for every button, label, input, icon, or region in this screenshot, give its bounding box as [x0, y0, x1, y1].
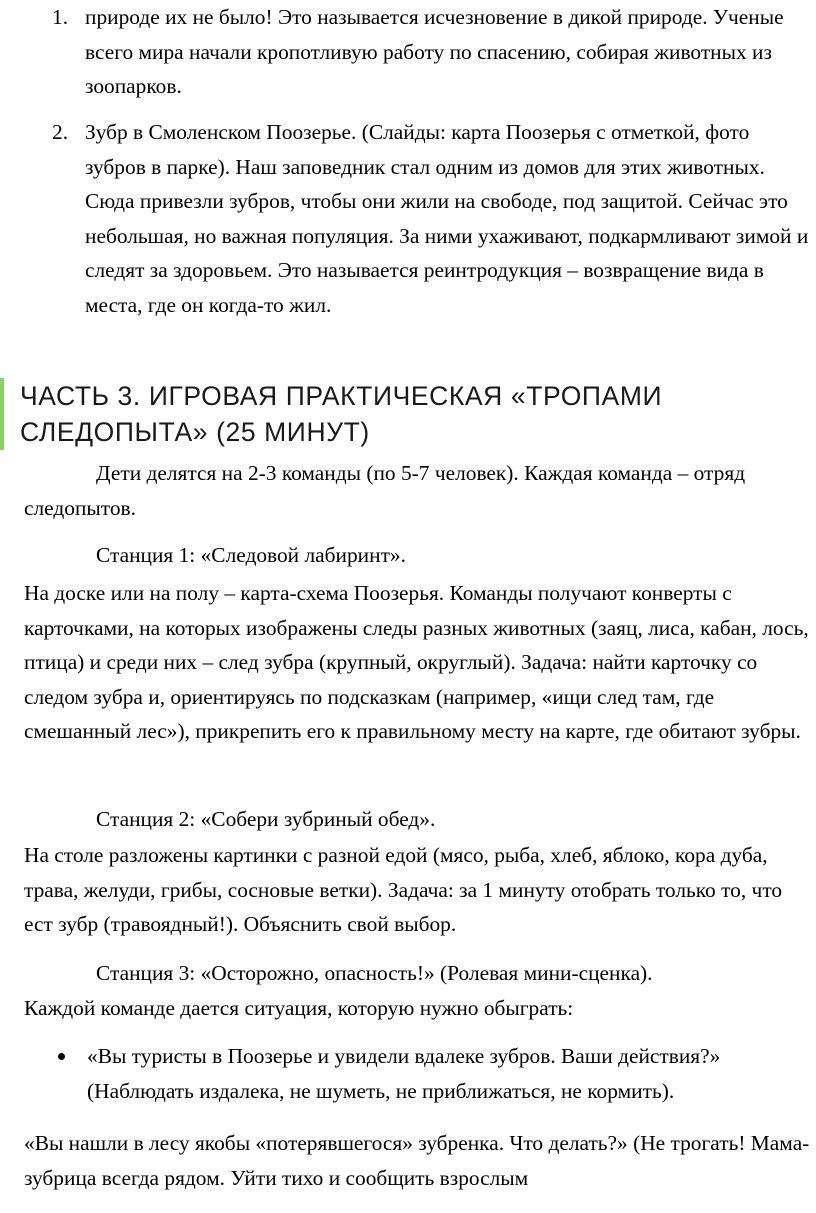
station-1-title: Станция 1: «Следовой лабиринт». [96, 543, 406, 567]
station-2-title: Станция 2: «Собери зубриный обед». [96, 807, 436, 831]
bullet-item [52, 1039, 812, 1108]
last-paragraph: «Вы нашли в лесу якобы «потерявшегося» зубренка. Что делать?» (Не трогать! Мама-зубрица всегда рядом. Уйти тихо и сообщить взрослым [24, 1131, 810, 1190]
list-item-2 [52, 115, 812, 322]
station-3-text: Каждой команде дается ситуация, которую нужно обыграть: [24, 996, 574, 1020]
section-heading: ЧАСТЬ 3. ИГРОВАЯ ПРАКТИЧЕСКАЯ «ТРОПАМИ СЛЕДОПЫТА» (25 МИНУТ) [0, 378, 810, 450]
list-number: 2. [52, 120, 69, 144]
station-2-text: На столе разложены картинки с разной едой (мясо, рыба, хлеб, яблоко, кора дуба, трава, желуди, грибы, сосновые ветки). Задача: за 1 минуту отобрать только то, что ест зубр (травоядный!). Объяснить свой выбор. [24, 843, 783, 936]
bullet-text: «Вы туристы в Поозерье и увидели вдалеке зубров. Ваши действия?» (Наблюдать издалека, не шуметь, не приближаться, не кормить). [87, 1044, 721, 1103]
list-item-text: Зубр в Смоленском Поозерье. (Слайды: карта Поозерья с отметкой, фото зубров в парке). Наш заповедник стал одним из домов для этих животных. Сюда привезли зубров, чтобы они жили на свободе, под защитой. Сейчас это небольшая, но важная популяция. За ними ухаживают, подкармливают зимой и следят за здоровьем. Это называется реинтродукция – возвращение вида в места, где он когда-то жил. [85, 120, 809, 317]
station-3-title: Станция 3: «Осторожно, опасность!» (Ролевая мини-сценка). [96, 961, 653, 985]
intro-paragraph: Дети делятся на 2-3 команды (по 5-7 человек). Каждая команда – отряд следопытов. [24, 461, 746, 520]
list-number: 1. [52, 5, 69, 29]
station-1-text: На доске или на полу – карта-схема Поозерья. Команды получают конверты с карточками, на которых изображены следы разных животных (заяц, лиса, кабан, лось, птица) и среди них – след зубра (крупный, округлый). Задача: найти карточку со следом зубра и, ориентируясь по подсказкам (например, «ищи след там, где смешанный лес»), прикрепить его к правильному месту на карте, где обитают зубры. [24, 581, 809, 743]
list-item-1 [52, 0, 812, 104]
bullet-icon [58, 1053, 65, 1060]
list-item-text: природе их не было! Это называется исчезновение в дикой природе. Ученые всего мира начали кропотливую работу по спасению, собирая животных из зоопарков. [85, 5, 784, 98]
